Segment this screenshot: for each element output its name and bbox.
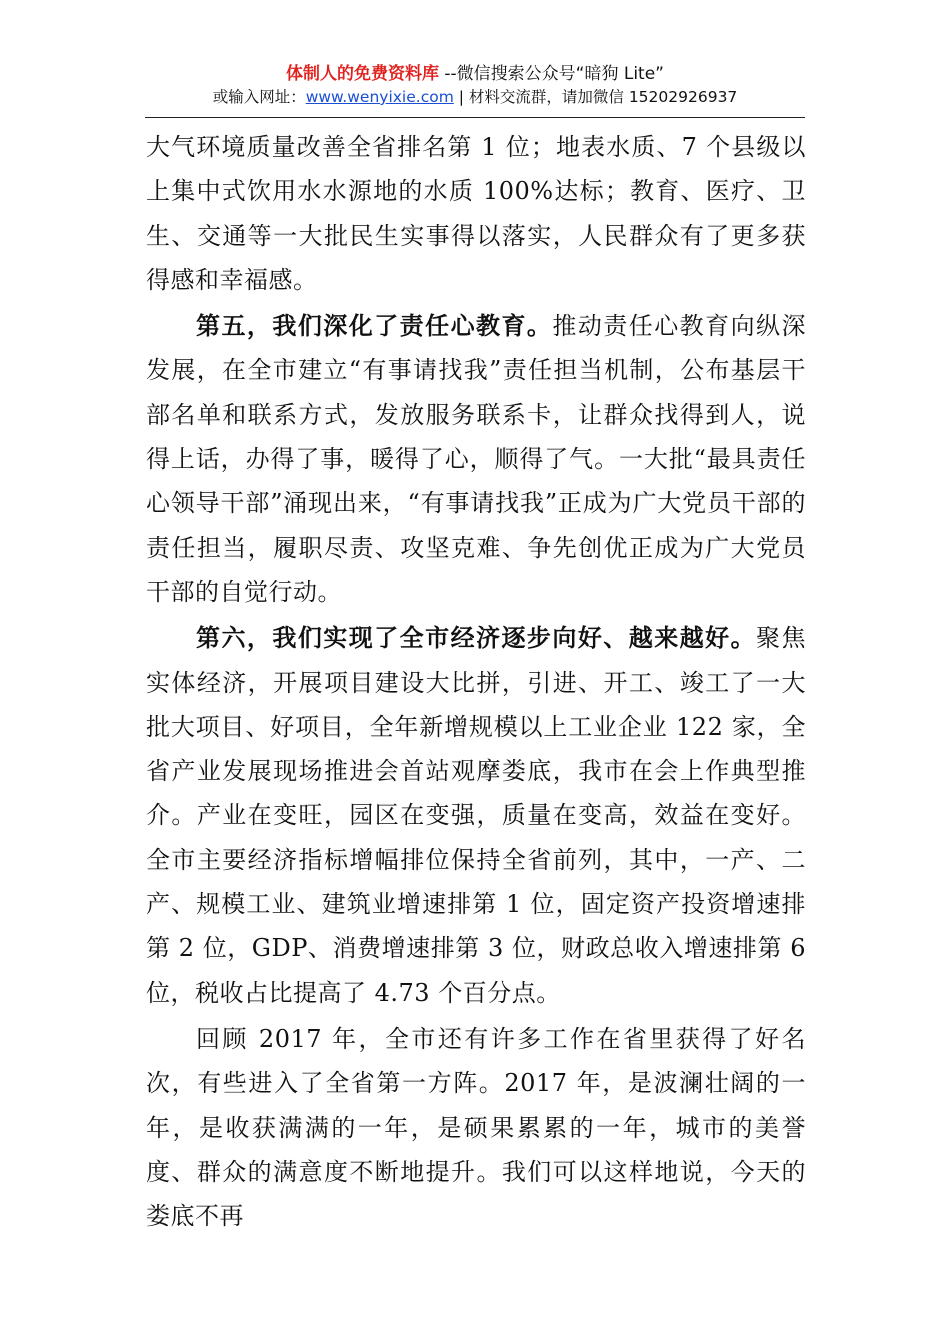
header-divider [145, 117, 805, 118]
header-contact-line [0, 86, 950, 108]
url-prefix: 或输入网址： [212, 88, 306, 106]
paragraph-4-text: 回顾 2017 年，全市还有许多工作在省里获得了好名次，有些进入了全省第一方阵。2017 年，是波澜壮阔的一年，是收获满满的一年，是硕果累累的一年，城市的美誉度、群众的满意度不断地提升。我们可以这样地说，今天的娄底不再 [146, 1024, 806, 1231]
document-body [146, 125, 806, 1240]
paragraph-1 [146, 125, 806, 302]
paragraph-1-text: 大气环境质量改善全省排名第 1 位；地表水质、7 个县级以上集中式饮用水水源地的水质 100%达标；教育、医疗、卫生、交通等一大批民生实事得以落实，人民群众有了更多获得感和幸福感。 [146, 133, 806, 294]
paragraph-3-heading: 第六，我们实现了全市经济逐步向好、越来越好。 [196, 624, 757, 653]
paragraph-3 [146, 616, 806, 1015]
page-header [0, 62, 950, 108]
header-brand-line [0, 62, 950, 86]
website-link[interactable]: www.wenyixie.com [305, 88, 454, 106]
wechat-tagline: --微信搜索公众号“暗狗 Lite” [438, 64, 664, 84]
paragraph-2 [146, 304, 806, 614]
paragraph-2-text: 推动责任心教育向纵深发展，在全市建立“有事请找我”责任担当机制，公布基层干部名单和联系方式，发放服务联系卡，让群众找得到人，说得上话，办得了事，暖得了心，顺得了气。一大批“最具责任心领导干部”涌现出来，“有事请找我”正成为广大党员干部的责任担当，履职尽责、攻坚克难、争先创优正成为广大党员干部的自觉行动。 [146, 312, 806, 606]
paragraph-4 [146, 1017, 806, 1238]
paragraph-3-text: 聚焦实体经济，开展项目建设大比拼，引进、开工、竣工了一大批大项目、好项目，全年新增规模以上工业企业 122 家，全省产业发展现场推进会首站观摩娄底，我市在会上作典型推介。产业在变旺，园区在变强，质量在变高，效益在变好。全市主要经济指标增幅排位保持全省前列，其中，一产、二产、规模工业、建筑业增速排第 1 位，固定资产投资增速排第 2 位，GDP、消费增速排第 3 位，财政总收入增速排第 6 位，税收占比提高了 4.73 个百分点。 [146, 624, 807, 1007]
paragraph-2-heading: 第五，我们深化了责任心教育。 [196, 312, 553, 341]
contact-info: | 材料交流群，请加微信 15202926937 [453, 88, 738, 106]
brand-title: 体制人的免费资料库 [285, 64, 439, 84]
